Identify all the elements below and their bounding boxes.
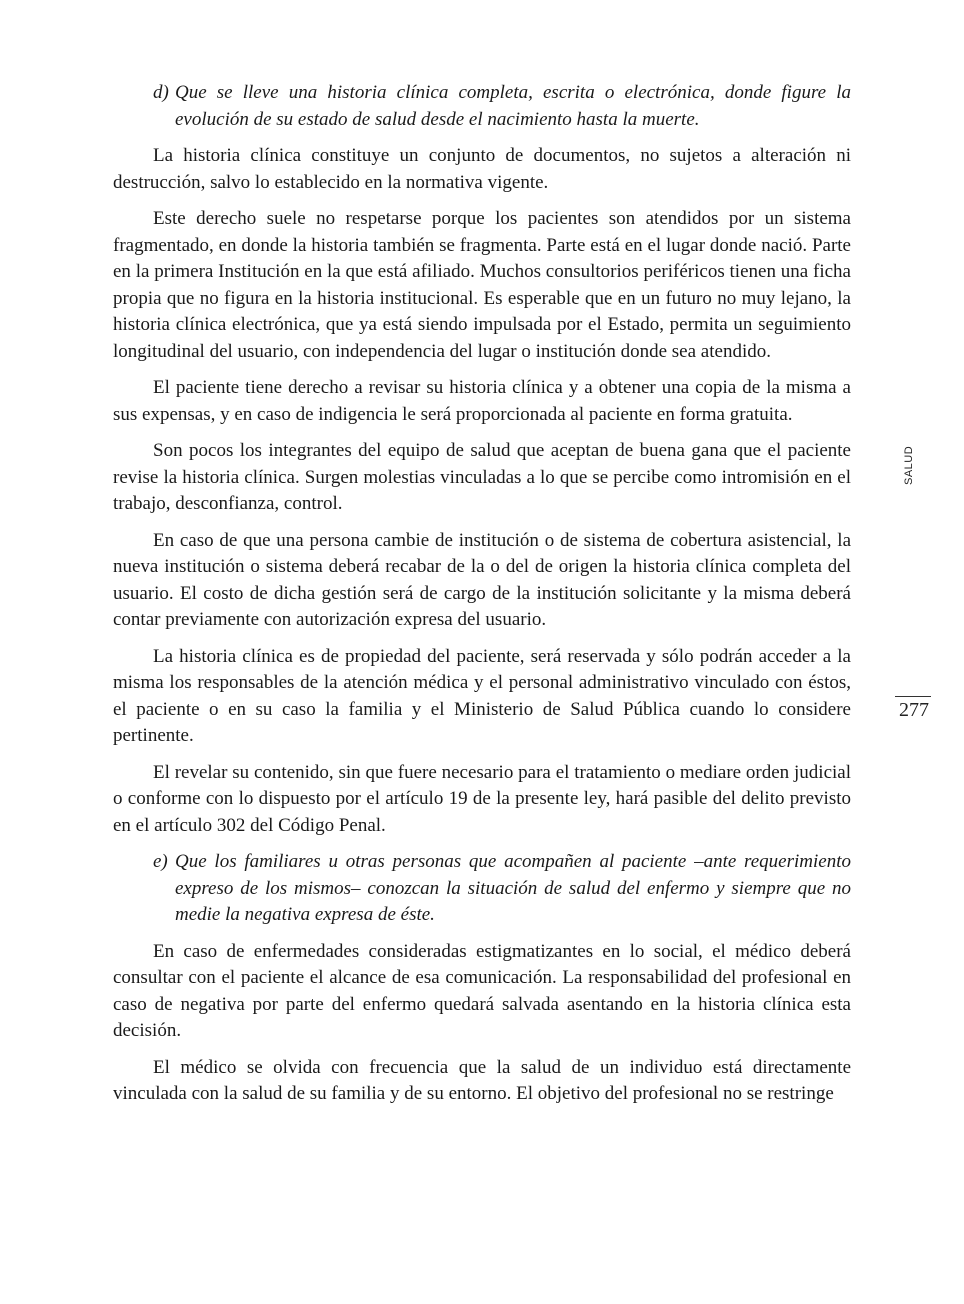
page-text-column bbox=[113, 80, 851, 1118]
body-paragraph: Este derecho suele no respetarse porque los pacientes son atendidos por un sistema fragmentado, en donde la historia también se fragmenta. Parte está en el lugar donde nació. Parte en la primera Institución en la que está afiliado. Muchos consultorios periféricos tienen una ficha propia que no figura en la historia institucional. Es esperable que en un futuro no muy lejano, la historia clínica electrónica, que ya está siendo impulsada por el Estado, permita un seguimiento longitudinal del usuario, con independencia del lugar o institución donde sea atendido. bbox=[113, 208, 851, 362]
body-paragraph: El médico se olvida con frecuencia que la salud de un individuo está directamente vinculada con la salud de su familia y de su entorno. El objetivo del profesional no se restringe bbox=[113, 1056, 851, 1104]
list-marker: e) bbox=[153, 851, 168, 872]
list-marker: d) bbox=[153, 82, 169, 103]
list-item-text: Que los familiares u otras personas que acompañen al paciente –ante requerimiento expreso de los mismos– conozcan la situación de salud del enfermo y siempre que no medie la negativa expresa de éste. bbox=[175, 851, 851, 925]
body-paragraph: En caso de enfermedades consideradas estigmatizantes en lo social, el médico deberá consultar con el paciente el alcance de esa comunicación. La responsabilidad del profesional en caso de negativa por parte del enfermo quedará salvada asentando en la historia clínica esta decisión. bbox=[113, 940, 851, 1041]
body-paragraph: El paciente tiene derecho a revisar su historia clínica y a obtener una copia de la misma a sus expensas, y en caso de indigencia le será proporcionada al paciente en forma gratuita. bbox=[113, 377, 851, 425]
list-item-text: Que se lleve una historia clínica completa, escrita o electrónica, donde figure la evolución de su estado de salud desde el nacimiento hasta la muerte. bbox=[175, 82, 851, 130]
body-paragraph: La historia clínica constituye un conjunto de documentos, no sujetos a alteración ni destrucción, salvo lo establecido en la normativa vigente. bbox=[113, 145, 851, 193]
page-number-rule bbox=[895, 696, 931, 697]
section-side-label: SALUD bbox=[903, 445, 915, 485]
list-item-e bbox=[113, 849, 851, 929]
body-paragraph: El revelar su contenido, sin que fuere necesario para el tratamiento o mediare orden judicial o conforme con lo dispuesto por el artículo 19 de la presente ley, hará pasible del delito previsto en el artículo 302 del Código Penal. bbox=[113, 761, 851, 836]
page-number: 277 bbox=[899, 699, 929, 721]
body-paragraph: Son pocos los integrantes del equipo de salud que aceptan de buena gana que el paciente revise la historia clínica. Surgen molestias vinculadas a lo que se percibe como intromisión en el trabajo, desconfianza, control. bbox=[113, 440, 851, 514]
body-paragraph: En caso de que una persona cambie de institución o de sistema de cobertura asistencial, la nueva institución o sistema deberá recabar de la o del de origen la historia clínica completa del usuario. El costo de dicha gestión será de cargo de la institución solicitante y la misma deberá contar previamente con autorización expresa del usuario. bbox=[113, 529, 851, 630]
body-paragraph: La historia clínica es de propiedad del paciente, será reservada y sólo podrán acceder a la misma los responsables de la atención médica y el personal administrativo vinculado con éstos, el paciente o en su caso la familia y el Ministerio de Salud Pública cuando lo considere pertinente. bbox=[113, 645, 851, 746]
list-item-d bbox=[113, 80, 851, 133]
